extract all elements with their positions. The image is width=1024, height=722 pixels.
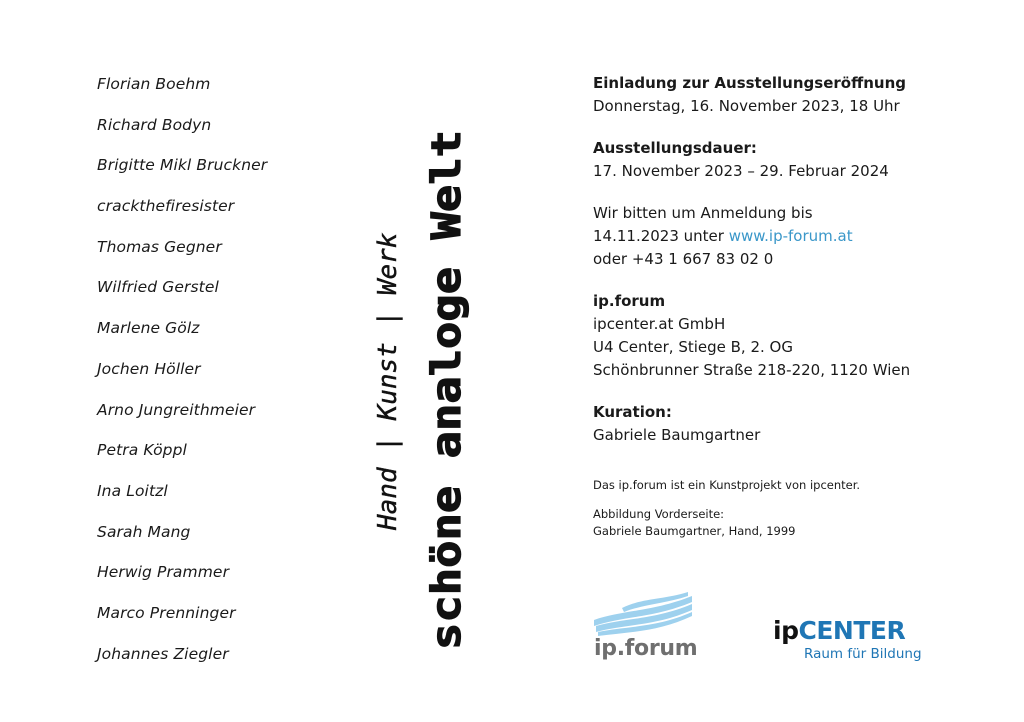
venue-company: ipcenter.at GmbH: [593, 315, 726, 333]
registration-block: [593, 202, 1013, 271]
registration-line-2: [593, 225, 1013, 248]
artist-name: Marco Prenninger: [97, 603, 236, 622]
artist-name: Arno Jungreithmeier: [97, 400, 256, 419]
invitation-heading: Einladung zur Ausstellungseröffnung: [593, 74, 907, 92]
website-link[interactable]: www.ip-forum.at: [728, 227, 853, 245]
ipcenter-logo: [773, 617, 933, 667]
invitation-date: Donnerstag, 16. November 2023, 18 Uhr: [593, 97, 900, 115]
book-pages-icon: [592, 590, 696, 636]
artist-name: Richard Bodyn: [97, 115, 212, 134]
artist-name: Jochen Höller: [97, 359, 201, 378]
project-note: Das ip.forum ist ein Kunstprojekt von ipcenter.: [593, 478, 861, 492]
venue-building: U4 Center, Stiege B, 2. OG: [593, 338, 793, 356]
handwritten-title: [356, 60, 516, 660]
event-info: [593, 72, 1013, 540]
registration-line-1: Wir bitten um Anmeldung bis: [593, 204, 813, 222]
curation-heading: Kuration:: [593, 403, 672, 421]
ip-forum-logo: [592, 590, 702, 665]
title-line-1: Hand | Kunst | Werk: [373, 232, 403, 530]
artist-name: Wilfried Gerstel: [97, 278, 219, 297]
ipcenter-wordmark: [773, 617, 933, 645]
title-line-2: schöne analoge Welt: [424, 192, 470, 650]
image-label: Abbildung Vorderseite:: [593, 507, 725, 521]
invitation-block: [593, 72, 1013, 118]
artist-name: Petra Köppl: [97, 441, 187, 460]
image-credit: Gabriele Baumgartner, Hand, 1999: [593, 524, 796, 538]
artist-name: Marlene Gölz: [97, 319, 200, 338]
artist-name: crackthefiresister: [97, 197, 235, 216]
venue-street: Schönbrunner Straße 218-220, 1120 Wien: [593, 361, 911, 379]
venue-heading: ip.forum: [593, 292, 666, 310]
registration-deadline: 14.11.2023 unter: [593, 227, 729, 245]
ip-forum-wordmark: ip.forum: [594, 636, 698, 661]
duration-block: [593, 137, 1013, 183]
ipcenter-center: CENTER: [798, 616, 906, 645]
ipcenter-ip: ip: [773, 616, 799, 645]
artist-name: Ina Loitzl: [97, 481, 168, 500]
artist-name: Sarah Mang: [97, 522, 191, 541]
artist-name: Brigitte Mikl Bruckner: [97, 156, 268, 175]
artist-name: Johannes Ziegler: [97, 644, 229, 663]
venue-block: [593, 290, 1013, 382]
duration-heading: Ausstellungsdauer:: [593, 139, 757, 157]
ipcenter-tagline: Raum für Bildung: [804, 646, 922, 662]
artist-list: [97, 72, 267, 682]
registration-phone: oder +43 1 667 83 02 0: [593, 250, 774, 268]
artist-name: Thomas Gegner: [97, 237, 222, 256]
duration-range: 17. November 2023 – 29. Februar 2024: [593, 162, 889, 180]
curator-name: Gabriele Baumgartner: [593, 426, 761, 444]
artist-name: Florian Boehm: [97, 75, 211, 93]
artist-name: Herwig Prammer: [97, 563, 230, 582]
curation-block: [593, 401, 1013, 447]
